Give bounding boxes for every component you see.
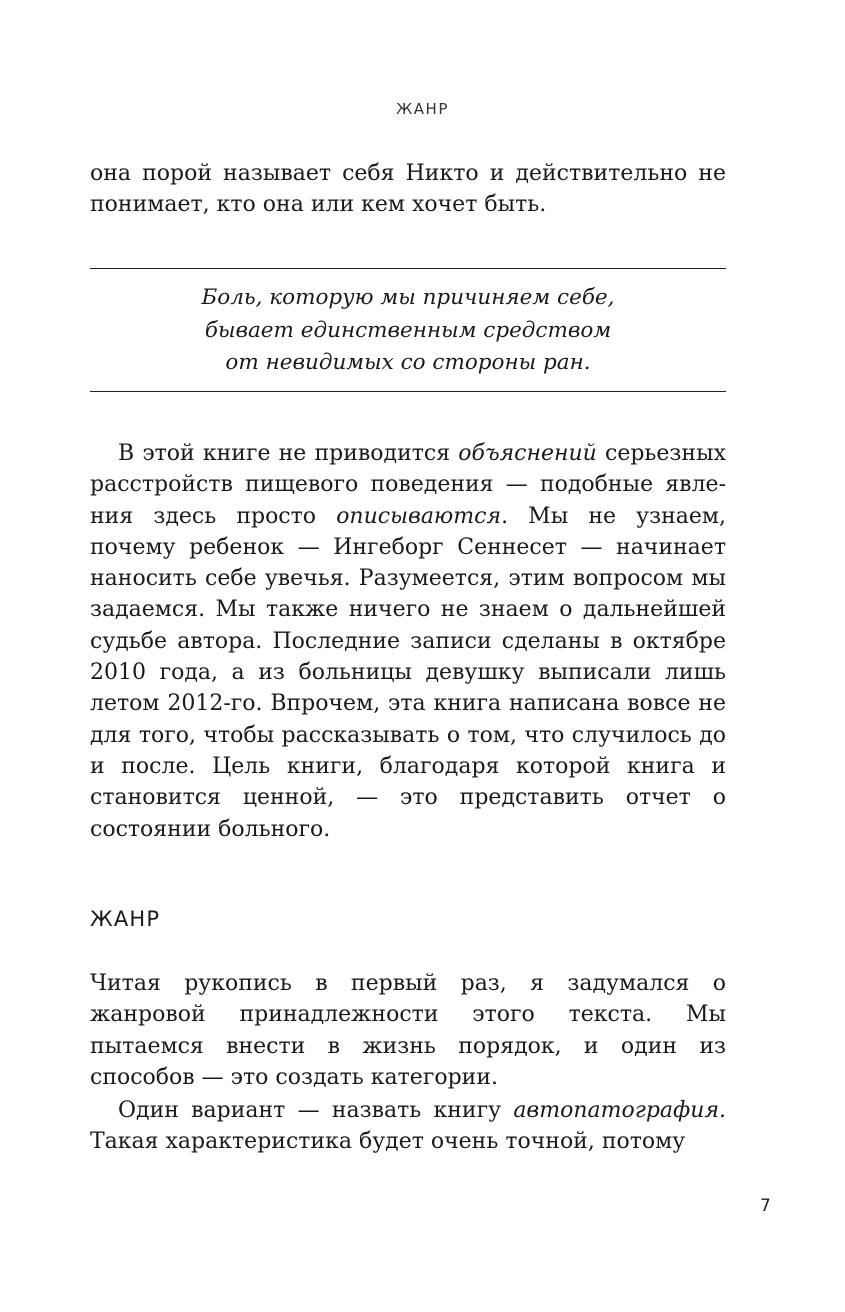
paragraph-2-emphasis-2: описываются [336,503,502,529]
paragraph-genre-intro: Читая рукопись в первый раз, я задумался о жанровой принадлежности этого текста. Мы пытаемся внести в жизнь порядок, и один из способов — это создать категории. [90,971,726,1090]
page-number: 7 [760,1196,771,1216]
quote-line-1: Боль, которую мы причиняем себе, [201,285,615,310]
quote-line-2: бывает единственным средством [204,317,612,343]
paragraph-continuation: она порой называет себя Никто и действительно не понимает, кто она или кем хочет быть. [90,161,726,218]
paragraph-4-text-2: Такая характеристика будет очень точной, потому [90,1129,686,1155]
paragraph-variant [90,1095,726,1158]
running-header: ЖАНР [396,100,449,118]
quote-bottom-rule [90,391,726,392]
quote-line-3: от невидимых со стороны ран. [225,350,591,375]
paragraph-2-text-2: серьезных расстройств пищевого поведения — подобные явления здесь просто [90,441,726,529]
paragraph-4-emphasis: автопатография. [513,1098,726,1123]
paragraph-2-text-1: В этой книге не приводится [118,441,459,466]
quote-top-rule [90,268,726,269]
paragraph-2-emphasis-1: объяснений [458,441,597,466]
paragraph-4-text-1: Один вариант — назвать книгу [118,1098,514,1123]
section-heading: ЖАНР [90,907,161,931]
paragraph-2-text-3: . Мы не узнаем, почему ребенок — Ингеборг Сеннесет — начинает наносить себе увечья. Разумеется, этим вопросом мы задаемся. Мы также ничего не знаем о дальнейшей судьбе автора. Последние записи сделаны в октябре 2010 года, а из больницы девушку выписали лишь летом 2012-го. Впрочем, эта книга написана вовсе не для того, чтобы рассказывать о том, что случилось до и после. Цель книги, благодаря которой книга и становится ценной, — это представить отчет о состоянии больного. [90,503,726,842]
pull-quote [90,282,726,380]
paragraph-explanations [90,438,726,845]
